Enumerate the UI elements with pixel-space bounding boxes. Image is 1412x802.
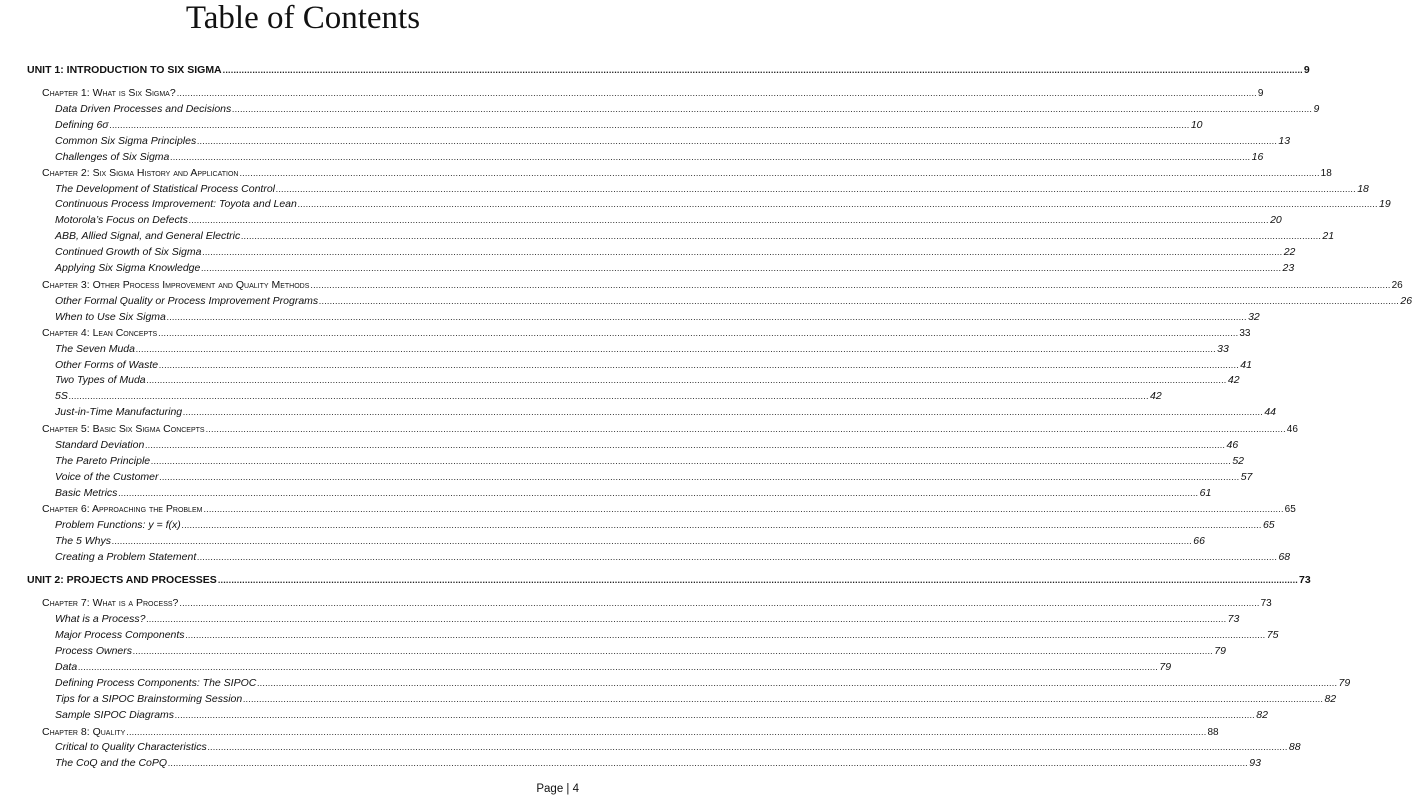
- toc-entry-section: [55, 676, 1351, 690]
- toc-entry-page-number: 73: [1299, 574, 1311, 586]
- toc-entry-page-number: 61: [1199, 487, 1212, 499]
- toc-entry-label: ABB, Allied Signal, and General Electric: [55, 230, 241, 242]
- dot-leader: ................................................................................................................................................................................................................................................................................................................................................................................................................: [159, 360, 1240, 370]
- toc-entry-section: [55, 612, 1240, 626]
- toc-entry-page-number: 66: [1193, 535, 1205, 547]
- toc-entry-page-number: 9: [1303, 64, 1310, 76]
- toc-entry-page-number: 68: [1278, 551, 1291, 563]
- toc-entry-section: [55, 470, 1253, 484]
- toc-entry-label: Problem Functions: y = f(x): [55, 519, 181, 531]
- toc-entry-page-number: 79: [1159, 661, 1172, 673]
- toc-entry-label: Just-in-Time Manufacturing: [55, 406, 183, 418]
- toc-entry-label: Chapter 6: Approaching the Problem: [42, 503, 203, 515]
- dot-leader: ................................................................................................................................................................................................................................................................................................................................................................................................................: [222, 65, 1303, 75]
- dot-leader: ................................................................................................................................................................................................................................................................................................................................................................................................................: [112, 536, 1193, 546]
- toc-entry-label: Continuous Process Improvement: Toyota and Lean: [55, 198, 297, 210]
- toc-entry-section: [55, 358, 1252, 372]
- toc-entry-section: [55, 756, 1261, 770]
- toc-entry-label: Standard Deviation: [55, 439, 145, 451]
- toc-entry-unit: [27, 573, 1311, 587]
- toc-entry-page-number: 18: [1320, 168, 1332, 179]
- toc-entry-label: Sample SIPOC Diagrams: [55, 709, 175, 721]
- toc-entry-page-number: 88: [1288, 741, 1301, 753]
- toc-entry-section: [55, 740, 1301, 754]
- toc-entry-section: [55, 534, 1205, 548]
- toc-entry-page-number: 22: [1283, 246, 1296, 258]
- toc-entry-page-number: 9: [1313, 103, 1320, 115]
- dot-leader: ................................................................................................................................................................................................................................................................................................................................................................................................................: [166, 312, 1248, 322]
- toc-entry-page-number: 42: [1150, 390, 1162, 402]
- toc-entry-section: [55, 708, 1268, 722]
- page-title: Table of Contents: [185, 0, 421, 36]
- toc-entry-page-number: 88: [1207, 727, 1219, 738]
- toc-entry-page-number: 44: [1264, 406, 1277, 418]
- toc-entry-page-number: 32: [1248, 311, 1260, 323]
- toc-entry-unit: [27, 63, 1310, 77]
- toc-entry-label: Chapter 5: Basic Six Sigma Concepts: [42, 423, 205, 435]
- toc-entry-label: 5S: [55, 390, 68, 402]
- toc-entry-page-number: 79: [1214, 645, 1226, 657]
- toc-entry-section: [55, 518, 1275, 532]
- dot-leader: ................................................................................................................................................................................................................................................................................................................................................................................................................: [202, 247, 1283, 257]
- toc-entry-section: [55, 438, 1239, 452]
- dot-leader: ................................................................................................................................................................................................................................................................................................................................................................................................................: [205, 424, 1286, 434]
- toc-entry-label: Creating a Problem Statement: [55, 551, 197, 563]
- toc-entry-label: The Pareto Principle: [55, 455, 151, 467]
- dot-leader: ................................................................................................................................................................................................................................................................................................................................................................................................................: [68, 391, 1150, 401]
- dot-leader: ................................................................................................................................................................................................................................................................................................................................................................................................................: [257, 678, 1338, 688]
- toc-entry-label: The 5 Whys: [55, 535, 112, 547]
- toc-entry-label: Motorola’s Focus on Defects: [55, 214, 188, 226]
- toc-entry-label: Critical to Quality Characteristics: [55, 741, 207, 753]
- toc-entry-section: [55, 373, 1240, 387]
- toc-entry-section: [55, 134, 1291, 148]
- dot-leader: ................................................................................................................................................................................................................................................................................................................................................................................................................: [176, 88, 1257, 98]
- dot-leader: ................................................................................................................................................................................................................................................................................................................................................................................................................: [185, 630, 1266, 640]
- dot-leader: ................................................................................................................................................................................................................................................................................................................................................................................................................: [241, 231, 1322, 241]
- toc-entry-section: [55, 405, 1277, 419]
- toc-entry-label: UNIT 1: INTRODUCTION TO SIX SIGMA: [27, 64, 222, 76]
- dot-leader: ................................................................................................................................................................................................................................................................................................................................................................................................................: [133, 646, 1214, 656]
- toc-entry-chapter: [42, 278, 1403, 293]
- toc-entry-page-number: 73: [1260, 598, 1272, 609]
- toc-entry-page-number: 65: [1262, 519, 1275, 531]
- dot-leader: ................................................................................................................................................................................................................................................................................................................................................................................................................: [243, 694, 1324, 704]
- toc-entry-label: Chapter 1: What is Six Sigma?: [42, 87, 176, 99]
- toc-entry-page-number: 93: [1249, 757, 1261, 769]
- toc-entry-section: [55, 150, 1264, 164]
- dot-leader: ................................................................................................................................................................................................................................................................................................................................................................................................................: [197, 136, 1278, 146]
- toc-entry-section: [55, 692, 1337, 706]
- toc-entry-page-number: 26: [1400, 295, 1412, 307]
- toc-entry-section: [55, 213, 1282, 227]
- dot-leader: ................................................................................................................................................................................................................................................................................................................................................................................................................: [78, 662, 1159, 672]
- toc-entry-chapter: [42, 326, 1251, 341]
- dot-leader: ................................................................................................................................................................................................................................................................................................................................................................................................................: [183, 407, 1264, 417]
- dot-leader: ................................................................................................................................................................................................................................................................................................................................................................................................................: [203, 504, 1284, 514]
- toc-entry-page-number: 19: [1379, 198, 1391, 210]
- toc-entry-page-number: 42: [1227, 374, 1240, 386]
- dot-leader: ................................................................................................................................................................................................................................................................................................................................................................................................................: [146, 375, 1227, 385]
- dot-leader: ................................................................................................................................................................................................................................................................................................................................................................................................................: [207, 742, 1288, 752]
- toc-entry-label: Tips for a SIPOC Brainstorming Session: [55, 693, 243, 705]
- toc-entry-section: [55, 660, 1172, 674]
- toc-entry-label: Defining Process Components: The SIPOC: [55, 677, 257, 689]
- toc-entry-page-number: 75: [1266, 629, 1279, 641]
- dot-leader: ................................................................................................................................................................................................................................................................................................................................................................................................................: [239, 168, 1320, 178]
- toc-entry-section: [55, 197, 1391, 211]
- dot-leader: ................................................................................................................................................................................................................................................................................................................................................................................................................: [146, 614, 1227, 624]
- toc-entry-label: UNIT 2: PROJECTS AND PROCESSES: [27, 574, 217, 586]
- dot-leader: ................................................................................................................................................................................................................................................................................................................................................................................................................: [151, 456, 1232, 466]
- dot-leader: ................................................................................................................................................................................................................................................................................................................................................................................................................: [170, 152, 1251, 162]
- toc-entry-section: [55, 644, 1226, 658]
- toc-entry-page-number: 26: [1391, 280, 1403, 291]
- dot-leader: ................................................................................................................................................................................................................................................................................................................................................................................................................: [197, 552, 1278, 562]
- page-number-footer: Page | 4: [536, 783, 579, 795]
- dot-leader: ................................................................................................................................................................................................................................................................................................................................................................................................................: [188, 215, 1270, 225]
- toc-entry-label: Continued Growth of Six Sigma: [55, 246, 202, 258]
- toc-entry-section: [55, 454, 1245, 468]
- toc-entry-page-number: 9: [1257, 88, 1264, 99]
- toc-entry-section: [55, 342, 1229, 356]
- toc-entry-label: Chapter 8: Quality: [42, 726, 126, 738]
- toc-entry-chapter: [42, 502, 1296, 517]
- dot-leader: ................................................................................................................................................................................................................................................................................................................................................................................................................: [232, 104, 1313, 114]
- dot-leader: ................................................................................................................................................................................................................................................................................................................................................................................................................: [276, 184, 1357, 194]
- toc-entry-section: [55, 389, 1162, 403]
- toc-entry-label: Common Six Sigma Principles: [55, 135, 197, 147]
- toc-entry-section: [55, 486, 1212, 500]
- dot-leader: ................................................................................................................................................................................................................................................................................................................................................................................................................: [168, 758, 1249, 768]
- dot-leader: ................................................................................................................................................................................................................................................................................................................................................................................................................: [319, 296, 1400, 306]
- toc-entry-page-number: 18: [1357, 183, 1369, 195]
- toc-entry-page-number: 13: [1278, 135, 1291, 147]
- toc-entry-label: Data: [55, 661, 78, 673]
- toc-entry-chapter: [42, 166, 1332, 181]
- toc-entry-page-number: 10: [1190, 119, 1203, 131]
- dot-leader: ................................................................................................................................................................................................................................................................................................................................................................................................................: [181, 520, 1262, 530]
- toc-entry-page-number: 82: [1256, 709, 1268, 721]
- dot-leader: ................................................................................................................................................................................................................................................................................................................................................................................................................: [158, 328, 1239, 338]
- toc-entry-label: Two Types of Muda: [55, 374, 146, 386]
- toc-entry-label: Applying Six Sigma Knowledge: [55, 262, 201, 274]
- toc-entry-page-number: 73: [1227, 613, 1240, 625]
- toc-entry-page-number: 20: [1270, 214, 1282, 226]
- toc-entry-section: [55, 628, 1279, 642]
- toc-entry-label: The Seven Muda: [55, 343, 135, 355]
- toc-entry-page-number: 79: [1338, 677, 1351, 689]
- dot-leader: ................................................................................................................................................................................................................................................................................................................................................................................................................: [201, 263, 1282, 273]
- dot-leader: ................................................................................................................................................................................................................................................................................................................................................................................................................: [310, 280, 1391, 290]
- toc-entry-label: When to Use Six Sigma: [55, 311, 166, 323]
- toc-entry-label: Data Driven Processes and Decisions: [55, 103, 232, 115]
- toc-entry-label: Basic Metrics: [55, 487, 118, 499]
- toc-entry-page-number: 21: [1322, 230, 1335, 242]
- toc-entry-chapter: [42, 596, 1272, 611]
- dot-leader: ................................................................................................................................................................................................................................................................................................................................................................................................................: [217, 575, 1299, 585]
- dot-leader: ................................................................................................................................................................................................................................................................................................................................................................................................................: [135, 344, 1217, 354]
- dot-leader: ................................................................................................................................................................................................................................................................................................................................................................................................................: [126, 727, 1207, 737]
- toc-entry-label: Defining 6σ: [55, 119, 109, 131]
- toc-entry-label: Challenges of Six Sigma: [55, 151, 170, 163]
- toc-entry-label: Major Process Components: [55, 629, 185, 641]
- dot-leader: ................................................................................................................................................................................................................................................................................................................................................................................................................: [109, 120, 1190, 130]
- dot-leader: ................................................................................................................................................................................................................................................................................................................................................................................................................: [118, 488, 1199, 498]
- toc-entry-chapter: [42, 86, 1264, 101]
- dot-leader: ................................................................................................................................................................................................................................................................................................................................................................................................................: [159, 472, 1240, 482]
- toc-entry-section: [55, 118, 1203, 132]
- toc-entry-section: [55, 102, 1320, 116]
- toc-entry-section: [55, 182, 1369, 196]
- toc-entry-label: Chapter 2: Six Sigma History and Application: [42, 167, 239, 179]
- toc-entry-page-number: 46: [1226, 439, 1239, 451]
- dot-leader: ................................................................................................................................................................................................................................................................................................................................................................................................................: [297, 199, 1379, 209]
- dot-leader: ................................................................................................................................................................................................................................................................................................................................................................................................................: [145, 440, 1226, 450]
- toc-entry-section: [55, 294, 1412, 308]
- toc-entry-label: Chapter 7: What is a Process?: [42, 597, 179, 609]
- toc-entry-section: [55, 229, 1335, 243]
- dot-leader: ................................................................................................................................................................................................................................................................................................................................................................................................................: [175, 710, 1256, 720]
- toc-entry-section: [55, 550, 1291, 564]
- toc-entry-page-number: 41: [1240, 359, 1252, 371]
- toc-entry-chapter: [42, 725, 1219, 740]
- toc-entry-label: The Development of Statistical Process Control: [55, 183, 276, 195]
- toc-entry-section: [55, 261, 1295, 275]
- toc-entry-label: Process Owners: [55, 645, 133, 657]
- toc-entry-page-number: 16: [1251, 151, 1264, 163]
- toc-entry-page-number: 33: [1217, 343, 1229, 355]
- toc-entry-page-number: 82: [1324, 693, 1337, 705]
- toc-entry-chapter: [42, 422, 1298, 437]
- toc-entry-section: [55, 245, 1296, 259]
- toc-entry-label: Other Forms of Waste: [55, 359, 159, 371]
- toc-entry-page-number: 57: [1240, 471, 1253, 483]
- toc-entry-page-number: 46: [1286, 424, 1298, 435]
- toc-entry-label: What is a Process?: [55, 613, 146, 625]
- toc-entry-label: Chapter 4: Lean Concepts: [42, 327, 158, 339]
- toc-entry-label: Chapter 3: Other Process Improvement and Quality Methods: [42, 279, 310, 291]
- toc-entry-label: Other Formal Quality or Process Improvement Programs: [55, 295, 319, 307]
- toc-entry-label: Voice of the Customer: [55, 471, 159, 483]
- dot-leader: ................................................................................................................................................................................................................................................................................................................................................................................................................: [179, 598, 1260, 608]
- toc-entry-page-number: 33: [1239, 328, 1251, 339]
- toc-entry-label: The CoQ and the CoPQ: [55, 757, 168, 769]
- toc-entry-page-number: 52: [1232, 455, 1245, 467]
- toc-entry-section: [55, 310, 1260, 324]
- toc-entry-page-number: 65: [1284, 504, 1296, 515]
- toc-entry-page-number: 23: [1282, 262, 1295, 274]
